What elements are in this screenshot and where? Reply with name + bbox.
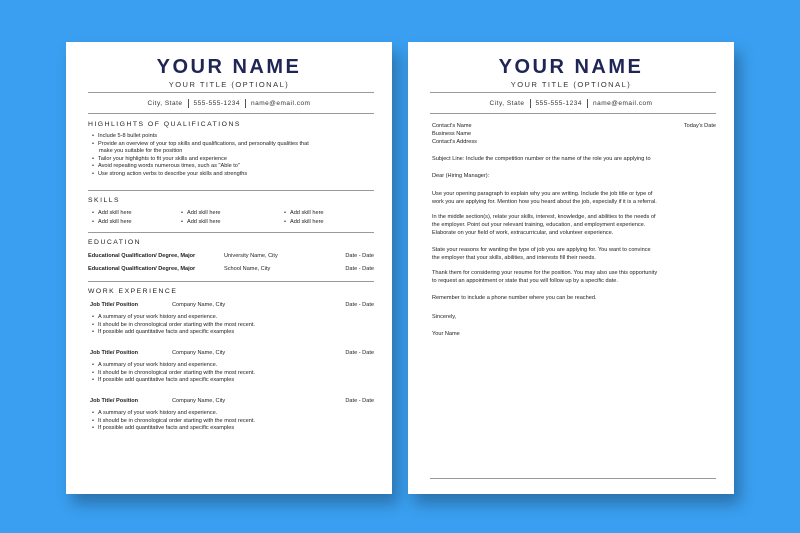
footer-divider [430,478,716,479]
list-item: • If possible add quantitative facts and specific examples [92,377,255,385]
job-bullets [92,362,255,385]
job-company: Company Name, City [172,302,226,308]
contact-location: City, State [489,100,525,108]
text-line: Elaborate on your field of work, extracurricular, and volunteer experience. [432,229,614,236]
divider [430,92,716,93]
skill-item: • Add skill here [181,219,221,225]
job-title: Job Title/ Position [90,398,139,404]
divider [88,113,374,114]
contact-email: name@email.com [593,100,653,108]
job-date: Date - Date [345,302,374,308]
text-line: to request an appointment or state that you will follow up by a specific date. [432,277,618,284]
text-line: work you are applying for. Mention how you heard about the job, especially if it is a referral. [432,198,657,205]
education-heading: EDUCATION [88,239,142,246]
list-item: • Avoid repeating words numerous times, such as "Able to" [92,163,309,171]
job-title: Job Title/ Position [90,350,139,356]
text-line: the employer. Point out your relevant training, education, and employment experience. [432,221,646,228]
skill-item: • Add skill here [92,210,132,216]
list-item: • If possible add quantitative facts and specific examples [92,329,255,337]
letter-title: YOUR TITLE (OPTIONAL) [510,80,632,89]
skill-item: • Add skill here [181,210,221,216]
highlights-list [92,133,309,179]
recipient-block [432,123,716,146]
contact-location: City, State [147,100,183,108]
divider [88,190,374,191]
text-line: State your reasons for wanting the type of job you are applying for. You want to convince [432,247,651,253]
education-date: Date - Date [345,266,374,272]
list-item: • A summary of your work history and experience. [92,314,255,322]
paragraph-1 [432,191,716,207]
job-company: Company Name, City [172,398,226,404]
education-row [88,266,374,274]
closing: Sincerely, [432,314,457,320]
letter-date: Today's Date [683,123,716,129]
education-degree: Educational Qualification/ Degree, Major [88,253,196,259]
list-item: • A summary of your work history and experience. [92,362,255,370]
highlights-heading: HIGHLIGHTS OF QUALIFICATIONS [88,121,241,128]
job-date: Date - Date [345,350,374,356]
divider [88,232,374,233]
list-item: • Provide an overview of your top skills and qualifications, and personality qualities that [92,141,309,149]
list-item: • It should be in chronological order starting with the most recent. [92,322,255,330]
contact-email: name@email.com [251,100,311,108]
text-line: Thank them for considering your resume for the position. You may also use this opportunity [432,270,658,276]
recipient-line: Contact's Name [432,123,472,129]
divider [88,92,374,93]
text-line: In the middle section(s), relate your skills, interest, knowledge, and abilities to the needs of [432,214,656,220]
paragraph-5: Remember to include a phone number where you can be reached. [432,295,597,301]
education-date: Date - Date [345,253,374,259]
job-company: Company Name, City [172,350,226,356]
text-line: Use your opening paragraph to explain why you are writing. Include the job title or type of [432,191,653,197]
skill-item: • Add skill here [284,219,324,225]
job-bullets [92,410,255,433]
resume-title: YOUR TITLE (OPTIONAL) [168,80,290,89]
job-row [88,350,374,358]
skill-item: • Add skill here [284,210,324,216]
letter-contact [408,99,734,108]
education-row [88,253,374,261]
cover-letter-page [408,42,734,494]
paragraph-4 [432,270,716,286]
letter-name: YOUR NAME [498,56,644,78]
recipient-line: Contact's Address [432,138,477,145]
education-school: University Name, City [224,253,278,259]
list-item: make you suitable for the position [99,148,183,155]
contact-phone: 555-555-1234 [535,100,582,108]
skills-heading: SKILLS [88,197,121,204]
resume-page [66,42,392,494]
greeting: Dear (Hiring Manager): [432,173,490,179]
paragraph-2 [432,214,716,237]
job-row [88,398,374,406]
job-row [88,302,374,310]
job-title: Job Title/ Position [90,302,139,308]
list-item: • Use strong action verbs to describe your skills and strengths [92,171,309,179]
education-degree: Educational Qualification/ Degree, Major [88,266,196,272]
resume-name: YOUR NAME [156,56,302,78]
job-date: Date - Date [345,398,374,404]
signature: Your Name [432,331,460,337]
education-school: School Name, City [224,266,271,272]
divider [88,281,374,282]
list-item: • Tailor your highlights to fit your skills and experience [92,156,309,164]
list-item: • A summary of your work history and experience. [92,410,255,418]
list-item: • Include 5-8 bullet points [92,133,309,141]
list-item: • It should be in chronological order starting with the most recent. [92,370,255,378]
subject-line: Subject Line: Include the competition number or the name of the role you are applying to [432,156,651,162]
divider [430,113,716,114]
list-item: • If possible add quantitative facts and specific examples [92,425,255,433]
contact-phone: 555-555-1234 [193,100,240,108]
text-line: the employer that your skills, abilities, and interests fill their needs. [432,254,596,261]
skill-item: • Add skill here [92,219,132,225]
resume-contact [66,99,392,108]
job-bullets [92,314,255,337]
list-item: • It should be in chronological order starting with the most recent. [92,418,255,426]
recipient-line: Business Name [432,130,472,137]
paragraph-3 [432,247,716,263]
experience-heading: WORK EXPERIENCE [88,288,178,295]
